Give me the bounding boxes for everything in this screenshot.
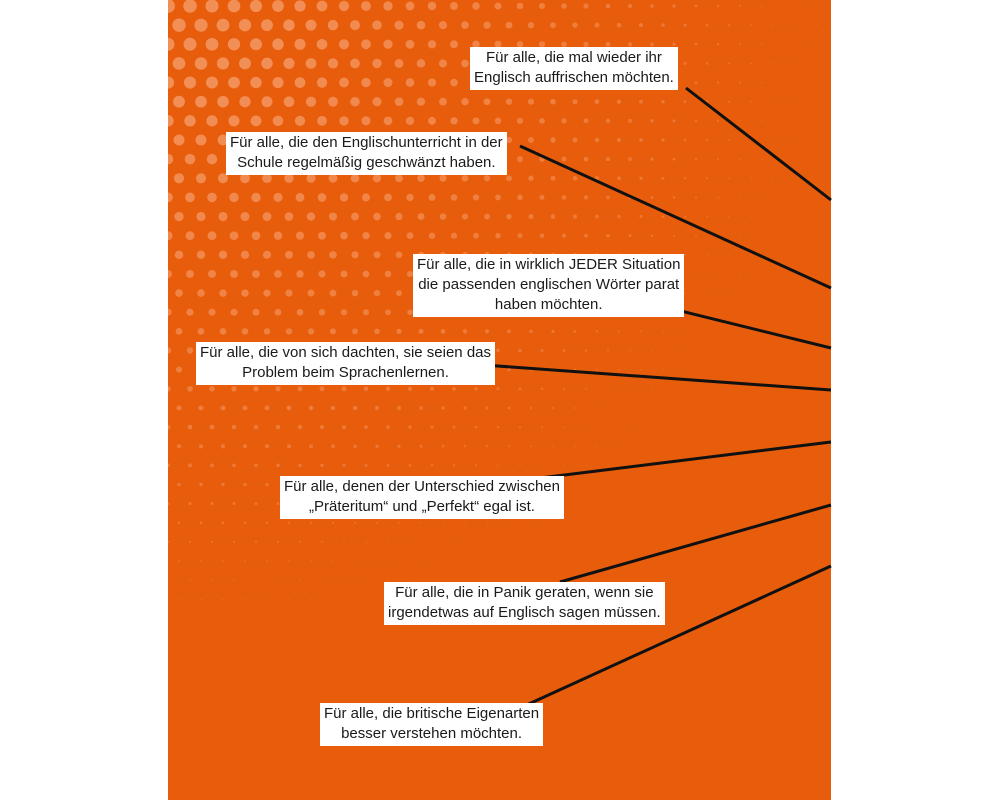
label-5-line-2: „Präteritum“ und „Perfekt“ egal ist. bbox=[284, 497, 560, 517]
label-2 bbox=[226, 132, 507, 175]
label-7 bbox=[320, 703, 543, 746]
label-5 bbox=[280, 476, 564, 519]
label-2-line-2: Schule regelmäßig geschwänzt haben. bbox=[230, 153, 503, 173]
pointer-line-4 bbox=[470, 364, 831, 390]
label-4-line-2: Problem beim Sprachenlernen. bbox=[200, 363, 491, 383]
label-4-line-1: Für alle, die von sich dachten, sie seien das bbox=[200, 344, 491, 361]
label-1 bbox=[470, 47, 678, 90]
label-3-line-1: Für alle, die in wirklich JEDER Situation bbox=[417, 256, 681, 273]
pointer-line-1 bbox=[686, 88, 831, 200]
label-3-line-3: haben möchten. bbox=[417, 295, 680, 315]
label-5-line-1: Für alle, denen der Unterschied zwischen bbox=[284, 478, 560, 495]
label-6 bbox=[384, 582, 665, 625]
label-3 bbox=[413, 254, 684, 317]
label-1-line-2: Englisch auffrischen möchten. bbox=[474, 69, 674, 86]
label-1-line-1: Für alle, die mal wieder ihr bbox=[474, 48, 674, 68]
label-3-line-2: die passenden englischen Wörter parat bbox=[418, 276, 680, 293]
label-7-line-1: Für alle, die britische Eigenarten bbox=[324, 705, 540, 722]
label-4 bbox=[196, 342, 495, 385]
pointer-line-5 bbox=[540, 442, 831, 478]
pointer-line-6 bbox=[560, 505, 831, 582]
label-6-line-1: Für alle, die in Panik geraten, wenn sie bbox=[388, 583, 661, 603]
label-7-line-2: besser verstehen möchten. bbox=[324, 724, 539, 744]
label-2-line-1: Für alle, die den Englischunterricht in der bbox=[230, 134, 503, 151]
label-6-line-2: irgendetwas auf Englisch sagen müssen. bbox=[388, 604, 661, 621]
